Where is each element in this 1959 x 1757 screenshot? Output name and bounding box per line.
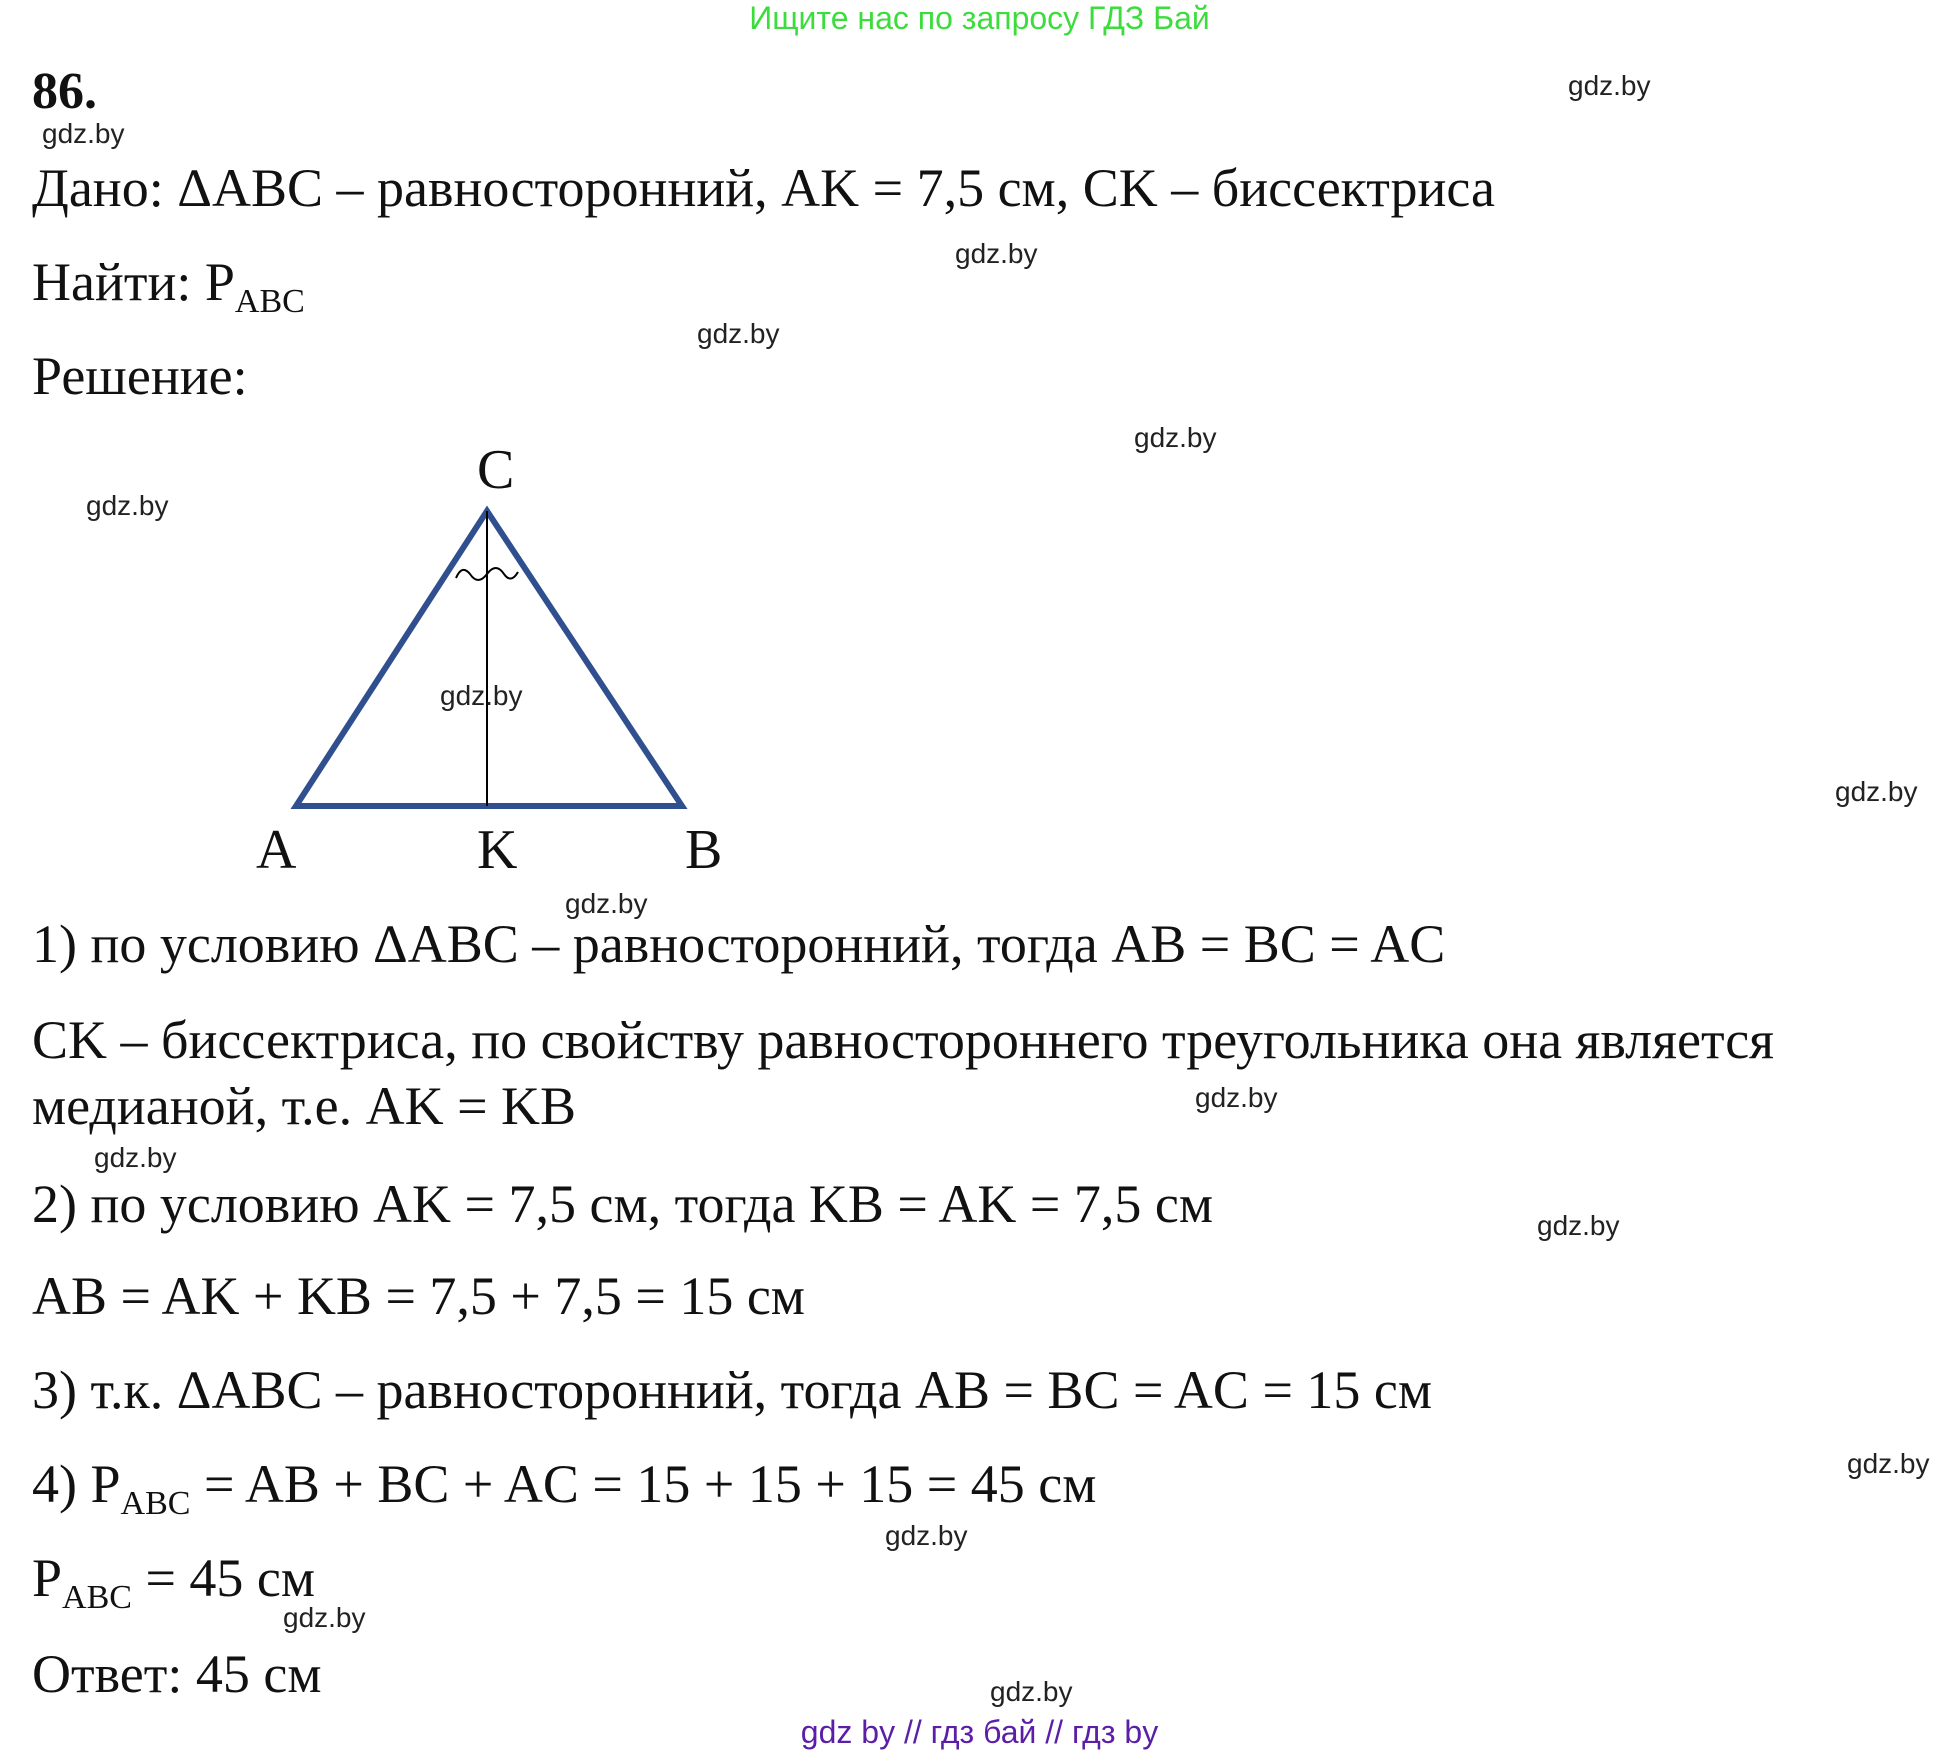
task-number: 86. xyxy=(32,63,97,120)
watermark: gdz.by xyxy=(42,118,125,149)
step-4-expression: = AB + BC + AC = 15 + 15 + 15 = 45 см xyxy=(190,1454,1097,1514)
vertex-c-label: C xyxy=(477,439,515,501)
step-2: 2) по условию AK = 7,5 см, тогда KB = AK = 7,5 см xyxy=(32,1174,1213,1234)
given-prefix: Дано: xyxy=(32,158,178,218)
given-text: ΔABC – равносторонний, AK = 7,5 см, CK – биссектриса xyxy=(177,158,1495,218)
watermark: gdz.by xyxy=(1195,1082,1278,1113)
step-4-prefix: 4) P xyxy=(32,1454,121,1514)
result-value: = 45 см xyxy=(131,1548,316,1608)
step-2-b: AB = AK + KB = 7,5 + 7,5 = 15 см xyxy=(32,1266,805,1326)
watermark: gdz.by xyxy=(1568,70,1651,101)
triangle-abc xyxy=(296,511,682,806)
vertex-b-label: B xyxy=(685,819,723,881)
watermark: gdz.by xyxy=(86,490,169,521)
watermark: gdz.by xyxy=(283,1602,366,1633)
result-subscript: ABC xyxy=(62,1579,132,1616)
step-3: 3) т.к. ΔABC – равносторонний, тогда AB = BC = AC = 15 см xyxy=(32,1360,1433,1420)
footer-links[interactable]: gdz by // гдз бай // гдз by xyxy=(800,1714,1159,1750)
result-prefix: P xyxy=(32,1548,63,1608)
step-1-b: CK – биссектриса, по свойству равностороннего треугольника она является xyxy=(32,1010,1775,1070)
vertex-a-label: A xyxy=(256,819,297,881)
find-prefix: Найти: P xyxy=(32,252,235,312)
watermark: gdz.by xyxy=(1134,422,1217,453)
watermark: gdz.by xyxy=(697,318,780,349)
watermark: gdz.by xyxy=(1835,776,1918,807)
top-banner[interactable]: Ищите нас по запросу ГДЗ Бай xyxy=(749,0,1210,36)
answer-line: Ответ: 45 см xyxy=(32,1644,322,1704)
step-4-subscript: ABC xyxy=(120,1485,191,1522)
step-4 xyxy=(32,1452,1097,1522)
solution-heading: Решение: xyxy=(32,346,248,406)
watermark: gdz.by xyxy=(565,888,648,919)
result-line xyxy=(32,1546,316,1616)
step-1-c: медианой, т.е. AK = KB xyxy=(32,1076,577,1136)
watermark: gdz.by xyxy=(1847,1448,1930,1479)
watermark: gdz.by xyxy=(440,680,523,711)
watermark: gdz.by xyxy=(885,1520,968,1551)
vertex-k-label: K xyxy=(477,819,518,881)
watermark: gdz.by xyxy=(1537,1210,1620,1241)
find-subscript: ABC xyxy=(234,283,305,320)
watermark: gdz.by xyxy=(955,238,1038,269)
watermark: gdz.by xyxy=(990,1676,1073,1707)
watermark: gdz.by xyxy=(94,1142,177,1173)
step-1: 1) по условию ΔABC – равносторонний, тогда AB = BC = AC xyxy=(32,914,1446,974)
